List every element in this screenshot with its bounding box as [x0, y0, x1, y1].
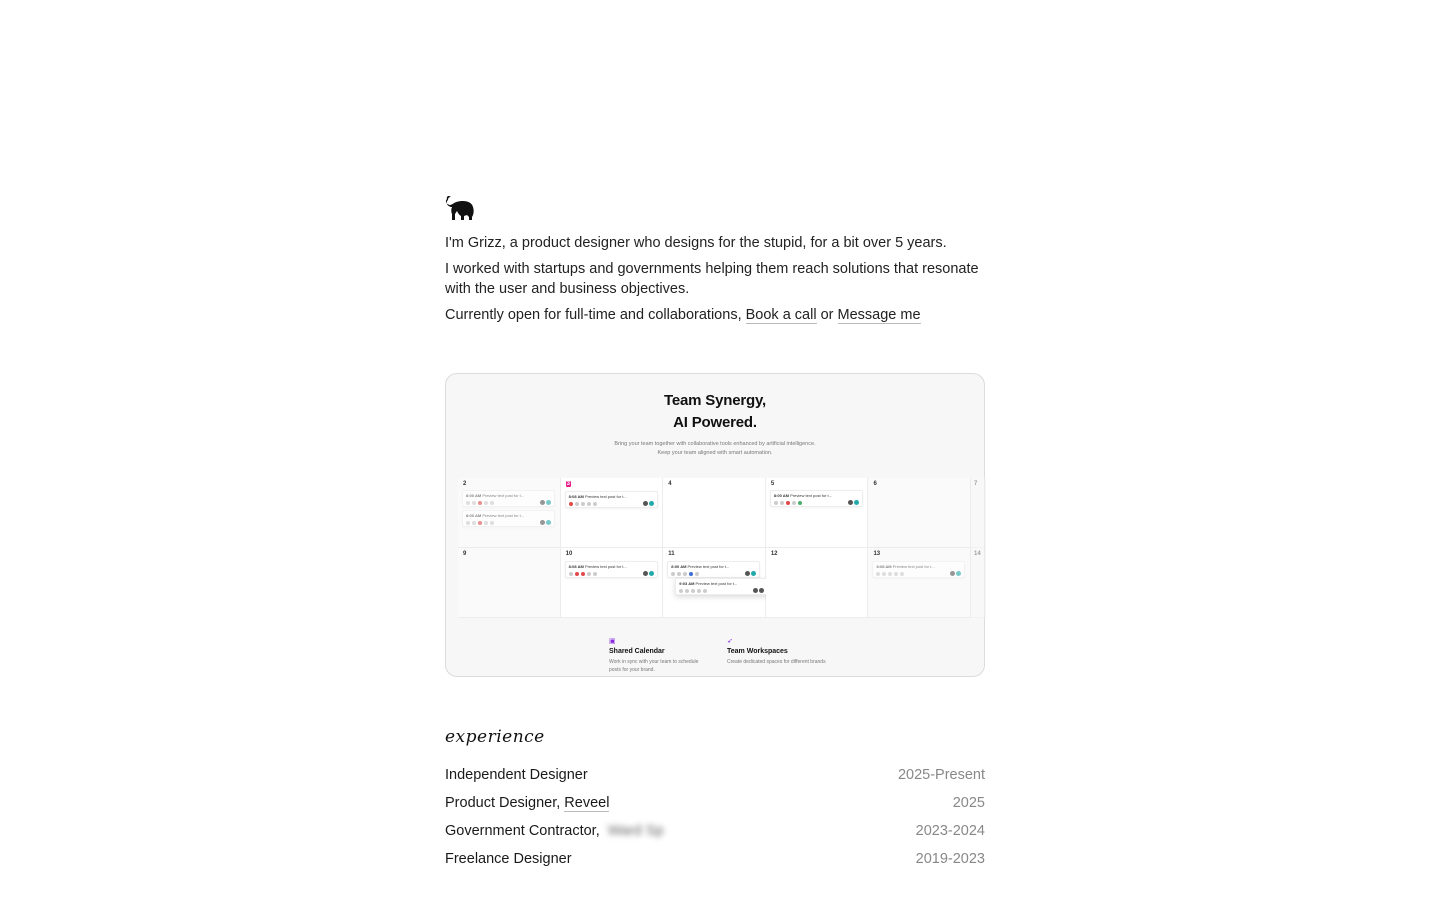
- post-card: [462, 490, 555, 507]
- showcase-title-line-1: Team Synergy,: [664, 392, 766, 409]
- experience-role-title: Product Designer,: [445, 795, 565, 811]
- calendar-day: [663, 478, 766, 548]
- calendar-week-2: [458, 548, 986, 618]
- experience-role: Independent Designer: [445, 767, 588, 783]
- feature-shared-calendar: [609, 638, 709, 674]
- experience-row: [445, 761, 985, 789]
- day-number-today: 3: [566, 481, 570, 487]
- post-card: [667, 561, 760, 578]
- main-content: [445, 193, 985, 873]
- showcase-subtitle: [446, 440, 984, 458]
- experience-role: [445, 823, 664, 839]
- experience-years: 2019-2023: [915, 851, 985, 867]
- calendar-day: [561, 478, 664, 548]
- post-card: [872, 561, 965, 578]
- intro-line-1: I'm Grizz, a product designer who designs for the stupid, for a bit over 5 years.: [445, 235, 947, 251]
- calendar-day: [766, 478, 869, 548]
- post-text: 8:08 AM Preview text post for t...: [568, 564, 627, 569]
- showcase-subtitle-line-1: Bring your team together with collaborative tools enhanced by artificial intelligence.: [614, 441, 816, 447]
- company-name-redacted: Ward Sp: [607, 823, 664, 839]
- showcase-title-line-2: AI Powered.: [673, 414, 757, 431]
- svg-text:experience: experience: [445, 727, 545, 747]
- calendar-day: [663, 548, 766, 618]
- bear-logo-icon: [445, 193, 477, 221]
- project-showcase-card[interactable]: [445, 373, 985, 677]
- day-number: 11: [668, 551, 675, 557]
- post-text: 8:08 AM Preview text post for t...: [568, 494, 627, 499]
- day-number: 9: [463, 551, 467, 557]
- experience-role: [445, 795, 609, 811]
- feature-team-workspaces: [727, 638, 827, 666]
- feature-title: Shared Calendar: [609, 648, 665, 655]
- book-call-link[interactable]: Book a call: [745, 307, 817, 323]
- day-number: 6: [873, 481, 877, 487]
- experience-heading-lettering: [445, 727, 545, 747]
- post-text: 8:00 AM Preview text post for t...: [773, 493, 832, 498]
- post-card: [565, 491, 658, 508]
- feature-description: Create dedicated spaces for different brands: [727, 659, 826, 665]
- calendar-day: [971, 548, 986, 618]
- day-number: 7: [974, 481, 978, 487]
- experience-row: [445, 845, 985, 873]
- post-text: 8:00 AM Preview text post for t...: [671, 564, 730, 569]
- day-number: 14: [974, 551, 981, 557]
- day-number: 5: [770, 481, 775, 487]
- experience-role: Freelance Designer: [445, 851, 572, 867]
- calendar-day: [458, 548, 561, 618]
- showcase-subtitle-line-2: Keep your team aligned with smart automation.: [657, 450, 773, 456]
- dragged-post-card: [675, 578, 768, 595]
- experience-years: 2025-Present: [897, 767, 985, 783]
- cursor-icon: ➶: [727, 638, 733, 645]
- calendar-day: [868, 548, 971, 618]
- calendar-day: [766, 548, 869, 618]
- feature-title: Team Workspaces: [727, 648, 788, 655]
- day-number: 4: [668, 481, 672, 487]
- day-number: 12: [770, 551, 778, 557]
- message-me-link[interactable]: Message me: [837, 307, 921, 323]
- intro-line-2: I worked with startups and governments helping them reach solutions that resonate with the user and business objectives.: [445, 261, 979, 297]
- feature-description: Work in sync with your team to schedule posts for your brand.: [609, 659, 699, 673]
- calendar-preview: [458, 478, 986, 618]
- post-text: 8:00 AM Preview text post for t...: [466, 513, 525, 518]
- experience-years: 2025: [952, 795, 985, 811]
- experience-role-title: Government Contractor,: [445, 823, 604, 839]
- company-link-reveel[interactable]: Reveel: [564, 795, 610, 811]
- intro-line-3: [445, 305, 985, 325]
- experience-row: [445, 817, 985, 845]
- experience-heading: [445, 727, 985, 747]
- calendar-week-1: [458, 478, 986, 548]
- post-card: [770, 490, 863, 507]
- calendar-icon: ▣: [609, 638, 616, 645]
- post-card: [565, 561, 658, 578]
- experience-list: [445, 761, 985, 873]
- calendar-day: [868, 478, 971, 548]
- day-number: 2: [463, 481, 467, 487]
- day-number: 10: [565, 551, 573, 557]
- post-text: 9:03 AM Preview text post for t...: [679, 581, 738, 586]
- day-number: 13: [873, 551, 881, 557]
- intro-availability: Currently open for full-time and collaborations,: [445, 307, 746, 323]
- post-text: 8:00 AM Preview text post for t...: [466, 493, 525, 498]
- calendar-day: [458, 478, 561, 548]
- showcase-title: [446, 390, 984, 434]
- intro: [445, 233, 985, 325]
- calendar-day: [971, 478, 986, 548]
- post-text: 8:08 AM Preview text post for t...: [876, 564, 935, 569]
- experience-row: [445, 789, 985, 817]
- intro-or: or: [816, 307, 838, 323]
- post-card: [462, 510, 555, 527]
- calendar-day: [561, 548, 664, 618]
- experience-years: 2023-2024: [915, 823, 985, 839]
